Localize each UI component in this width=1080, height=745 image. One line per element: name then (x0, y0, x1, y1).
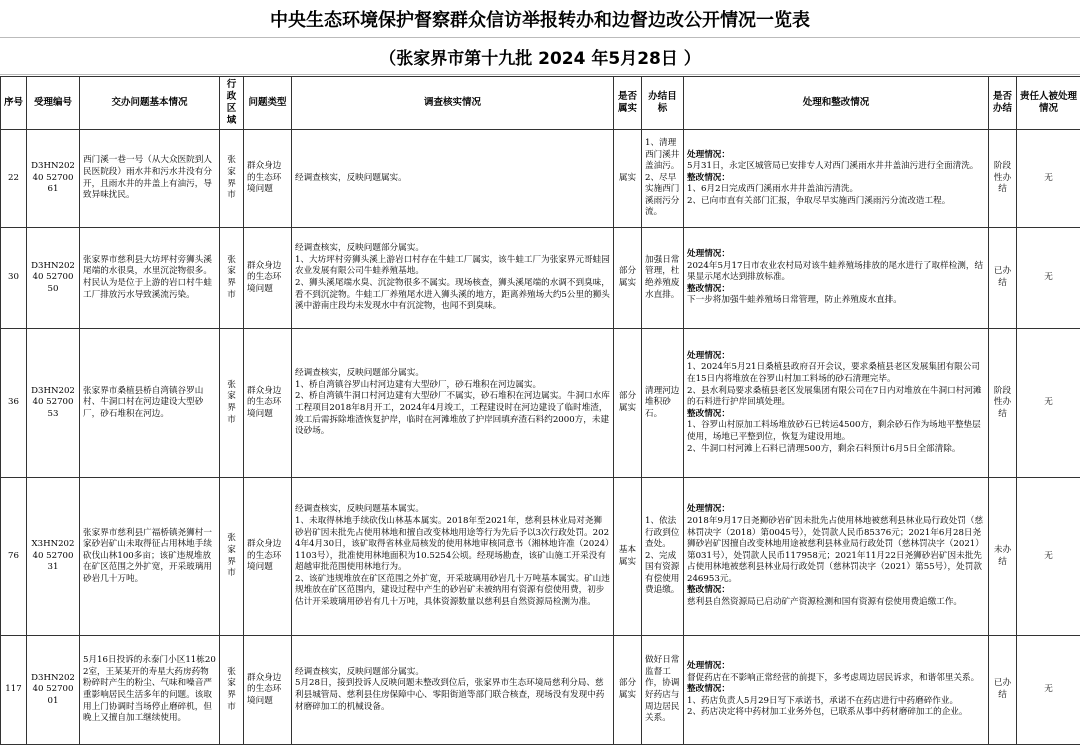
header-desc: 交办问题基本情况 (80, 77, 220, 130)
row-done: 未办结 (989, 478, 1017, 636)
verify-line: 1、未取得林地手续砍伐山林基本属实。2018年至2021年，慈利县林业局对尧狮砂岩矿因未批先占使用林地和擅自改变林地用途等行为先后予以3次行政处罚。2024年4月30日，该矿取得省林业局核发的使用林地审核同意书（湘林地许准（2024）1103号），批准使用林地面积为10.5254公顷。经现场勘查，该矿山施工开采没有超越审批范围使用林地行为。 (295, 516, 610, 574)
verify-line: 2、狮头溪尾端水臭、沉淀物很多不属实。现场核查，狮头溪尾端的水调不到臭味，看不到沉淀物。牛蛙工厂养殖尾水进入狮头溪的地方，距离养殖场大约5公里的狮头溪中游南庄段均未发现水中有沉淀物，也闻不到臭味。 (295, 278, 610, 313)
page-subtitle: （张家界市第十九批 2024 年5月28日 ） (0, 38, 1080, 74)
verify-line: 经调查核实，反映问题属实。 (295, 173, 610, 185)
row-verify (292, 329, 614, 478)
handling-heading: 整改情况： (687, 684, 985, 696)
handling-line: 2、药店决定将中药材加工业务外包，已联系从事中药材磨碎加工的企业。 (687, 707, 985, 719)
verify-line: 1、桥自湾镇谷罗山村河边建有大型砂厂，砂石堆积在河边属实。 (295, 380, 610, 392)
row-goal: 1、清理西门溪井盖油污。 2、尽早实施西门溪雨污分流。 (642, 130, 684, 228)
row-type: 群众身边的生态环境问题 (244, 636, 292, 745)
header-id: 受理编号 (27, 77, 80, 130)
header-goal: 办结目标 (642, 77, 684, 130)
row-handling (684, 329, 989, 478)
handling-heading: 整改情况： (687, 409, 985, 421)
handling-heading: 处理情况： (687, 249, 985, 261)
row-done: 阶段性办结 (989, 130, 1017, 228)
row-goal: 1、依法行政到位查处。 2、完成国有资源有偿使用费追缴。 (642, 478, 684, 636)
handling-line: 2、已向市直有关部门汇报，争取尽早实施西门溪雨污分流改造工程。 (687, 196, 985, 208)
header-done: 是否办结 (989, 77, 1017, 130)
table-row (1, 329, 1080, 478)
handling-line: 1、药店负责人5月29日写下承诺书，承诺不在药店进行中药磨碎作业。 (687, 696, 985, 708)
verify-line: 经调查核实，反映问题基本属实。 (295, 504, 610, 516)
header-true: 是否属实 (614, 77, 642, 130)
handling-line: 2、牛洞口村河滩上石料已清理500方，剩余石料预计6月5日全部清除。 (687, 444, 985, 456)
row-id: D3HN20240 5270053 (27, 329, 80, 478)
header-area: 行政区域 (220, 77, 244, 130)
page-title: 中央生态环境保护督察群众信访举报转办和边督边改公开情况一览表 (0, 0, 1080, 38)
row-no: 76 (1, 478, 27, 636)
row-punish: 无 (1017, 478, 1080, 636)
verify-line: 1、大坊坪村旁狮头溪上游岩口村存在牛蛙工厂属实，该牛蛙工厂为张家界元哥蛙园农业发展有限公司牛蛙养殖基地。 (295, 255, 610, 278)
handling-heading: 处理情况： (687, 504, 985, 516)
header-row (1, 77, 1080, 130)
row-area: 张家界市 (220, 329, 244, 478)
row-true: 部分属实 (614, 329, 642, 478)
handling-line: 1、谷罗山村原加工料场堆放砂石已转运4500方，剩余砂石作为场地平整垫层使用，场地已平整到位，恢复为建设用地。 (687, 420, 985, 443)
table-body (1, 130, 1080, 745)
row-no: 36 (1, 329, 27, 478)
handling-line: 2018年9月17日尧狮砂岩矿因未批先占使用林地被慈利县林业局行政处罚（慈林罚决字（2018）第0045号），处罚款人民币85376元；2021年6月28日尧狮砂岩矿因擅自改变林地用途被慈利县林业局行政处罚（慈林罚决字（2021）第031号），处罚款人民币117958元；2021年11月22日尧狮砂岩矿因未批先占使用林地被慈利县林业局行政处罚（慈林罚决字（2021）第55号），处罚款246953元。 (687, 516, 985, 586)
verify-line: 2、桥自湾镇牛洞口村河边建有大型砂厂不属实，砂石堆积在河边属实。牛洞口水库工程项目2018年8月开工，2024年4月竣工，工程建设时在河边建设了临时堆渣，竣工后需拆除堆渣恢复护岸，临时在河滩堆放了护岸回填弃渣石料约2000方，未建设砂场。 (295, 391, 610, 437)
handling-line: 督促药店在不影响正常经营的前提下，多考虑周边居民诉求，和谐邻里关系。 (687, 673, 985, 685)
row-true: 基本属实 (614, 478, 642, 636)
handling-heading: 整改情况： (687, 284, 985, 296)
row-desc: 西门溪一巷一号（从大众医院到人民医院段）雨水井和污水井没有分开，且雨水井的井盖上有油污，导致异味扰民。 (80, 130, 220, 228)
row-handling (684, 478, 989, 636)
table-row (1, 478, 1080, 636)
handling-heading: 处理情况： (687, 351, 985, 363)
row-done: 已办结 (989, 228, 1017, 329)
row-handling (684, 636, 989, 745)
row-id: D3HN20240 5270001 (27, 636, 80, 745)
header-type: 问题类型 (244, 77, 292, 130)
row-area: 张家界市 (220, 130, 244, 228)
handling-line: 慈利县自然资源局已启动矿产资源检测和国有资源有偿使用费追缴工作。 (687, 597, 985, 609)
row-verify (292, 228, 614, 329)
row-no: 117 (1, 636, 27, 745)
handling-line: 1、2024年5月21日桑植县政府召开会议，要求桑植县老区发展集团有限公司在15日内将堆放在谷罗山村加工料场的砂石清理完毕。 (687, 362, 985, 385)
row-verify (292, 636, 614, 745)
row-type: 群众身边的生态环境问题 (244, 478, 292, 636)
handling-heading: 整改情况： (687, 173, 985, 185)
handling-heading: 整改情况： (687, 585, 985, 597)
row-desc: 5月16日投诉的永泰门小区11栋202室，王某某开的寿星大药房药物粉碎时产生的粉尘、气味和噪音严重影响居民生活多年的问题。该取用上门协调时当场停止磨碎机，但晚上又擅自加工继续使用。 (80, 636, 220, 745)
row-type: 群众身边的生态环境问题 (244, 329, 292, 478)
row-no: 22 (1, 130, 27, 228)
row-type: 群众身边的生态环境问题 (244, 228, 292, 329)
handling-line: 5月31日，永定区城管局已安排专人对西门溪雨水井井盖油污进行全面清洗。 (687, 161, 985, 173)
verify-line: 经调查核实，反映问题部分属实。 (295, 243, 610, 255)
handling-line: 2、县水利局要求桑植县老区发展集团有限公司在7日内对堆放在牛洞口村河滩的石料进行护岸回填处理。 (687, 386, 985, 409)
header-no: 序号 (1, 77, 27, 130)
row-no: 30 (1, 228, 27, 329)
row-true: 部分属实 (614, 636, 642, 745)
verify-line: 5月28日，接到投诉人反映问题未整改到位后，张家界市生态环境局慈利分局、慈利县城管局、慈利县住房保障中心、零阳街道等部门联合核查，现场没有发现中药材磨碎加工的机械设备。 (295, 678, 610, 713)
handling-heading: 处理情况： (687, 150, 985, 162)
row-desc: 张家界市慈利县大坊坪村旁狮头溪尾端的水很臭，水里沉淀物很多。村民认为是位于上游的岩口村牛蛙工厂排放污水导致溪流污染。 (80, 228, 220, 329)
header-verify: 调查核实情况 (292, 77, 614, 130)
row-punish: 无 (1017, 329, 1080, 478)
table-row (1, 130, 1080, 228)
row-done: 阶段性办结 (989, 329, 1017, 478)
row-type: 群众身边的生态环境问题 (244, 130, 292, 228)
header-handling: 处理和整改情况 (684, 77, 989, 130)
row-goal: 做好日常监督工作，协调好药店与周边居民关系。 (642, 636, 684, 745)
row-done: 已办结 (989, 636, 1017, 745)
handling-line: 下一步将加强牛蛙养殖场日常管理，防止养殖废水直排。 (687, 295, 985, 307)
row-area: 张家界市 (220, 636, 244, 745)
header-punish: 责任人被处理情况 (1017, 77, 1080, 130)
handling-line: 2024年5月17日市农业农村局对该牛蛙养殖场排放的尾水进行了取样检测，结果显示尾水达到排放标准。 (687, 261, 985, 284)
table-row (1, 636, 1080, 745)
row-id: D3HN20240 5270061 (27, 130, 80, 228)
row-true: 属实 (614, 130, 642, 228)
row-true: 部分属实 (614, 228, 642, 329)
table-row (1, 228, 1080, 329)
verify-line: 经调查核实，反映问题部分属实。 (295, 368, 610, 380)
report-table (0, 76, 1080, 745)
row-desc: 张家界市桑植县桥自湾镇谷罗山村、牛洞口村在河边建设大型砂厂，砂石堆积在河边。 (80, 329, 220, 478)
row-id: X3HN20240 5270031 (27, 478, 80, 636)
row-punish: 无 (1017, 636, 1080, 745)
row-area: 张家界市 (220, 228, 244, 329)
row-area: 张家界市 (220, 478, 244, 636)
verify-line: 经调查核实，反映问题部分属实。 (295, 667, 610, 679)
subtitle-divider (0, 74, 1080, 75)
row-verify (292, 130, 614, 228)
row-verify (292, 478, 614, 636)
row-desc: 张家界市慈利县广福桥镇尧狮村一家砂岩矿山未取得征占用林地手续砍伐山林100多亩；该矿违规堆放在矿区范围之外扩宽，开采玻璃用砂岩几十万吨。 (80, 478, 220, 636)
row-handling (684, 228, 989, 329)
row-id: D3HN20240 5270050 (27, 228, 80, 329)
row-goal: 加强日常管理，杜绝养殖废水直排。 (642, 228, 684, 329)
row-punish: 无 (1017, 228, 1080, 329)
row-goal: 清理河边堆积砂石。 (642, 329, 684, 478)
handling-heading: 处理情况： (687, 661, 985, 673)
verify-line: 2、该矿违规堆放在矿区范围之外扩宽，开采玻璃用砂岩几十万吨基本属实。矿山违规堆放在矿区范围内，建设过程中产生的砂岩矿未被纳用有资源有偿使用费，初步估计开采玻璃用砂岩有几十万吨，具体资源数量以慈利县自然资源局检测为准。 (295, 574, 610, 609)
handling-line: 1、6月2日完成西门溪雨水井井盖油污清洗。 (687, 184, 985, 196)
row-handling (684, 130, 989, 228)
row-punish: 无 (1017, 130, 1080, 228)
